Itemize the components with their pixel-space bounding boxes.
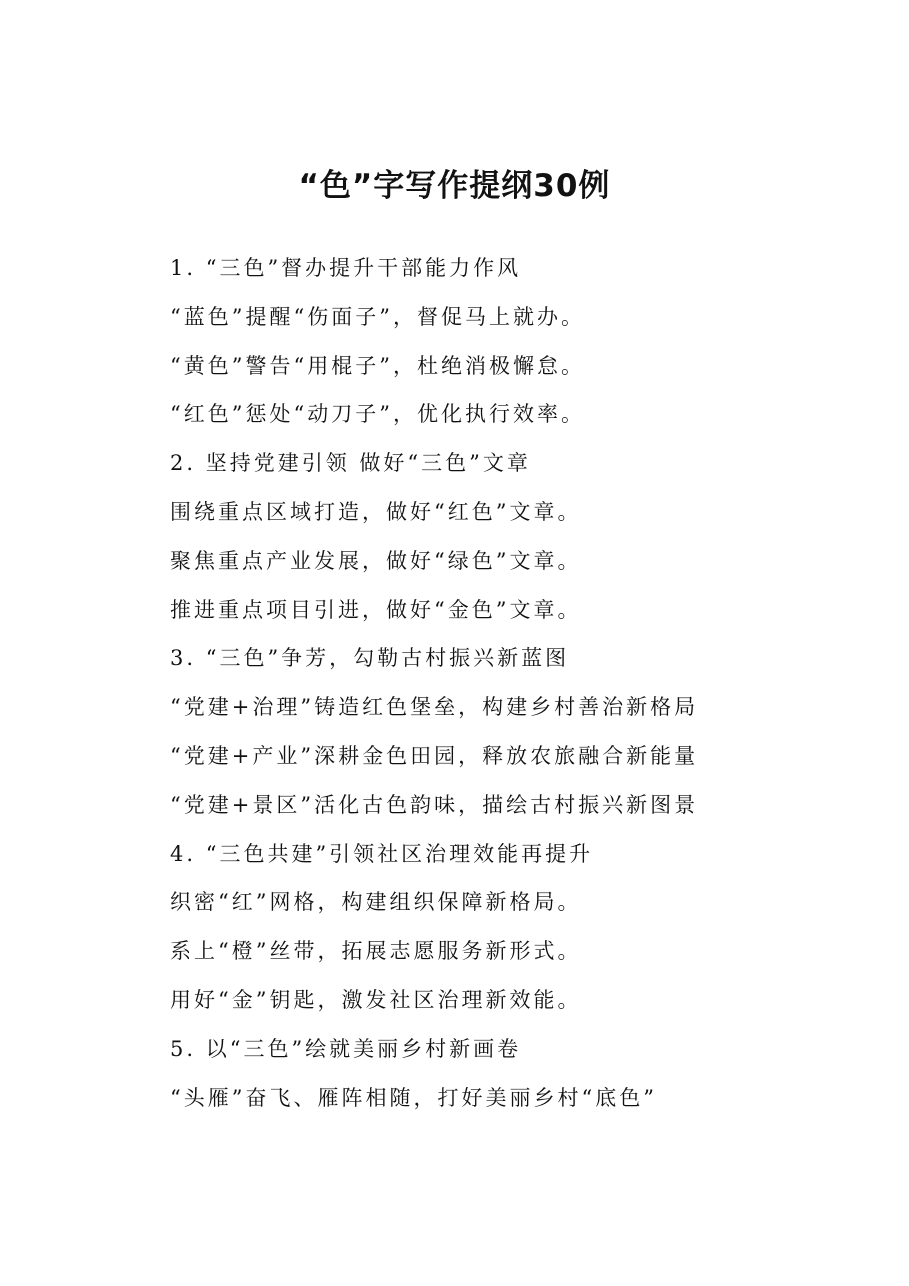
text-line: “蓝色”提醒“伤面子”，督促马上就办。 bbox=[170, 304, 585, 329]
text-line: 用好“金”钥匙，激发社区治理新效能。 bbox=[170, 987, 582, 1012]
document-body bbox=[170, 244, 810, 1122]
section-heading-4: 4. “三色共建”引领社区治理效能再提升 bbox=[170, 841, 594, 866]
text-line: 推进重点项目引进，做好“金色”文章。 bbox=[170, 597, 582, 622]
section-heading-3: 3. “三色”争芳，勾勒古村振兴新蓝图 bbox=[170, 646, 570, 671]
text-line: “党建+产业”深耕金色田园，释放农旅融合新能量 bbox=[170, 743, 699, 768]
text-line: “黄色”警告“用棍子”，杜绝消极懈怠。 bbox=[170, 353, 585, 378]
text-line: “党建+景区”活化古色韵味，描绘古村振兴新图景 bbox=[170, 792, 699, 817]
section-heading-2: 2. 坚持党建引领 做好“三色”文章 bbox=[170, 451, 531, 476]
text-line: “头雁”奋飞、雁阵相随，打好美丽乡村“底色” bbox=[170, 1085, 657, 1110]
text-line: 围绕重点区域打造，做好“红色”文章。 bbox=[170, 499, 582, 524]
text-line: “党建+治理”铸造红色堡垒，构建乡村善治新格局 bbox=[170, 695, 699, 720]
text-line: 聚焦重点产业发展，做好“绿色”文章。 bbox=[170, 548, 582, 573]
text-line: 系上“橙”丝带，拓展志愿服务新形式。 bbox=[170, 939, 582, 964]
document-title: “色”字写作提纲30例 bbox=[298, 168, 611, 204]
section-heading-5: 5. 以“三色”绘就美丽乡村新画卷 bbox=[170, 1036, 522, 1061]
text-line: 织密“红”网格，构建组织保障新格局。 bbox=[170, 890, 582, 915]
text-line: “红色”惩处“动刀子”，优化执行效率。 bbox=[170, 402, 585, 427]
section-heading-1: 1. “三色”督办提升干部能力作风 bbox=[170, 256, 522, 280]
